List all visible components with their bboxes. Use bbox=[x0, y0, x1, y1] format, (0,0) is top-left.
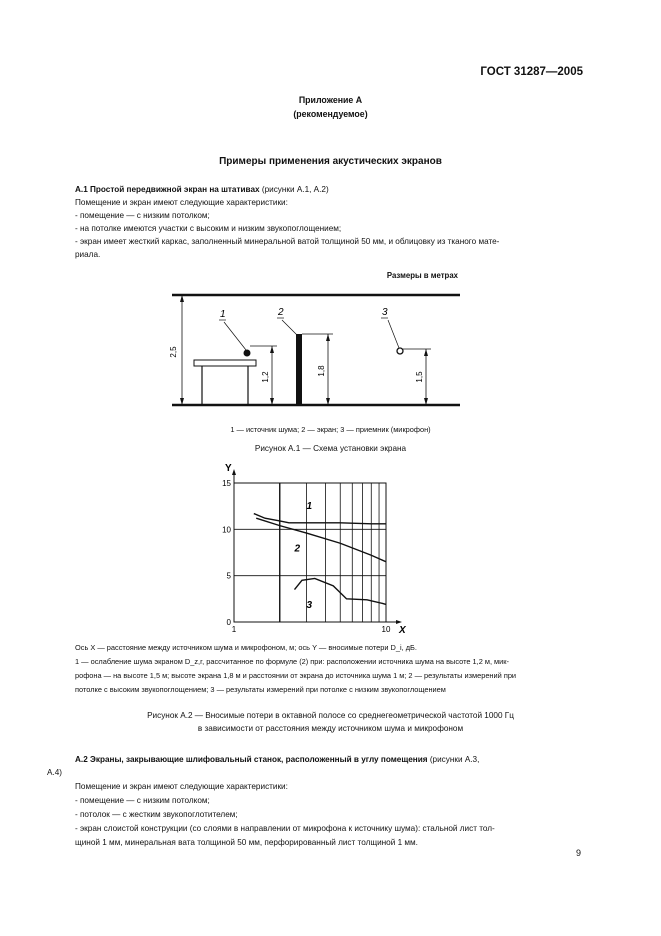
a1-heading-tail: (рисунки А.1, А.2) bbox=[259, 185, 329, 194]
chart-grid bbox=[232, 469, 402, 624]
figure-a1-caption: Рисунок А.1 — Схема установки экрана bbox=[254, 444, 407, 453]
x-tick-label: 10 bbox=[381, 625, 391, 634]
a2-item-1: - помещение — с низким потолком; bbox=[75, 796, 210, 805]
series-label-2: 2 bbox=[294, 543, 301, 555]
a2-item-3-line2: щиной 1 мм, минеральная вата толщиной 50 мм, перфорированный лист толщиной 1 мм. bbox=[75, 838, 418, 847]
section-title: Примеры применения акустических экранов bbox=[219, 156, 442, 167]
a2-item-2: - потолок — с жестким звукопоглотителем; bbox=[75, 810, 238, 819]
screen-panel bbox=[296, 334, 302, 405]
figure-a2-note-1: 1 — ослабление шума экраном D_z,r, рассчитанное по формуле (2) при: расположении источника шума на высоте 1,2 м, мик- bbox=[75, 657, 509, 666]
screen-height-label: 1,8 bbox=[317, 365, 326, 377]
figure-a2-note-3: потолке с высоким звукопоглощением; 3 — результаты измерений при потолке с низким звукопоглощением bbox=[75, 685, 446, 694]
series-line-1 bbox=[254, 514, 386, 524]
y-axis-arrow bbox=[232, 469, 236, 475]
y-tick-label: 5 bbox=[226, 571, 231, 581]
x-axis-arrow bbox=[396, 620, 402, 624]
a1-intro: Помещение и экран имеют следующие характеристики: bbox=[75, 198, 288, 207]
figure-a2-chart bbox=[212, 458, 412, 638]
label-1: 1 bbox=[220, 309, 226, 320]
label-3: 3 bbox=[382, 307, 388, 318]
annex-title: Приложение А bbox=[298, 95, 363, 105]
chart-series bbox=[254, 501, 386, 611]
a2-intro: Помещение и экран имеют следующие характеристики: bbox=[75, 782, 288, 791]
page-number: 9 bbox=[575, 848, 581, 858]
y-tick-label: 0 bbox=[226, 618, 231, 627]
label-2: 2 bbox=[278, 307, 284, 318]
figure-a2-caption-line1: Рисунок А.2 — Вносимые потери в октавной полосе со среднегеометрической частотой 1000 Гц bbox=[147, 711, 514, 720]
standard-number: ГОСТ 31287—2005 bbox=[480, 66, 583, 78]
figure-a1-legend: 1 — источник шума; 2 — экран; 3 — приемник (микрофон) bbox=[230, 425, 431, 434]
dimensions-note: Размеры в метрах bbox=[386, 271, 458, 280]
a1-heading-bold: А.1 Простой передвижной экран на штативах bbox=[75, 185, 260, 194]
figure-a2-note-2: рофона — на высоте 1,5 м; высоте экрана 1,8 м и расстоянии от экрана до источника шума 1 м; 2 — результаты измерений при bbox=[75, 671, 517, 680]
total-height-label: 2,5 bbox=[169, 346, 178, 358]
table-top bbox=[194, 360, 256, 366]
figure-a2-caption-line2: в зависимости от расстояния между источником шума и микрофоном bbox=[197, 724, 464, 733]
noise-source-marker bbox=[244, 350, 251, 357]
a1-item-3-line2: риала. bbox=[75, 250, 101, 259]
receiver-marker bbox=[397, 348, 403, 354]
a2-heading-bold: А.2 Экраны, закрывающие шлифовальный станок, расположенный в углу помещения bbox=[75, 755, 428, 764]
a2-heading-cont: А.4) bbox=[47, 768, 63, 777]
series-label-3: 3 bbox=[306, 600, 313, 612]
a2-item-3-line1: - экран слоистой конструкции (со слоями в направлении от микрофона к источнику шума): стальной лист тол- bbox=[75, 824, 495, 833]
a2-heading bbox=[75, 753, 585, 766]
source-height-label: 1,2 bbox=[261, 371, 270, 383]
annex-subtitle: (рекомендуемое) bbox=[293, 109, 368, 119]
series-line-2 bbox=[256, 518, 386, 562]
a1-item-3-line1: - экран имеет жесткий каркас, заполненный минеральной ватой толщиной 50 мм, и облицовку из тканого мате- bbox=[75, 237, 500, 246]
y-tick-label: 15 bbox=[222, 479, 231, 488]
series-label-1: 1 bbox=[306, 500, 313, 512]
figure-a2-note-axes: Ось X — расстояние между источником шума и микрофоном, м; ось Y — вносимые потери D_i, дБ. bbox=[75, 643, 417, 652]
x-tick-label: 1 bbox=[231, 625, 237, 634]
a1-heading bbox=[75, 183, 585, 196]
a1-item-1: - помещение — с низким потолком; bbox=[75, 211, 210, 220]
a1-item-2: - на потолке имеются участки с высоким и низким звукопоглощением; bbox=[75, 224, 342, 233]
y-axis-label: Y bbox=[225, 463, 232, 474]
figure-a1-diagram bbox=[160, 285, 470, 415]
y-tick-label: 10 bbox=[222, 525, 231, 535]
receiver-height-label: 1,5 bbox=[415, 371, 424, 383]
x-axis-label: X bbox=[399, 625, 406, 636]
a2-heading-tail: (рисунки А.3, bbox=[427, 755, 480, 764]
